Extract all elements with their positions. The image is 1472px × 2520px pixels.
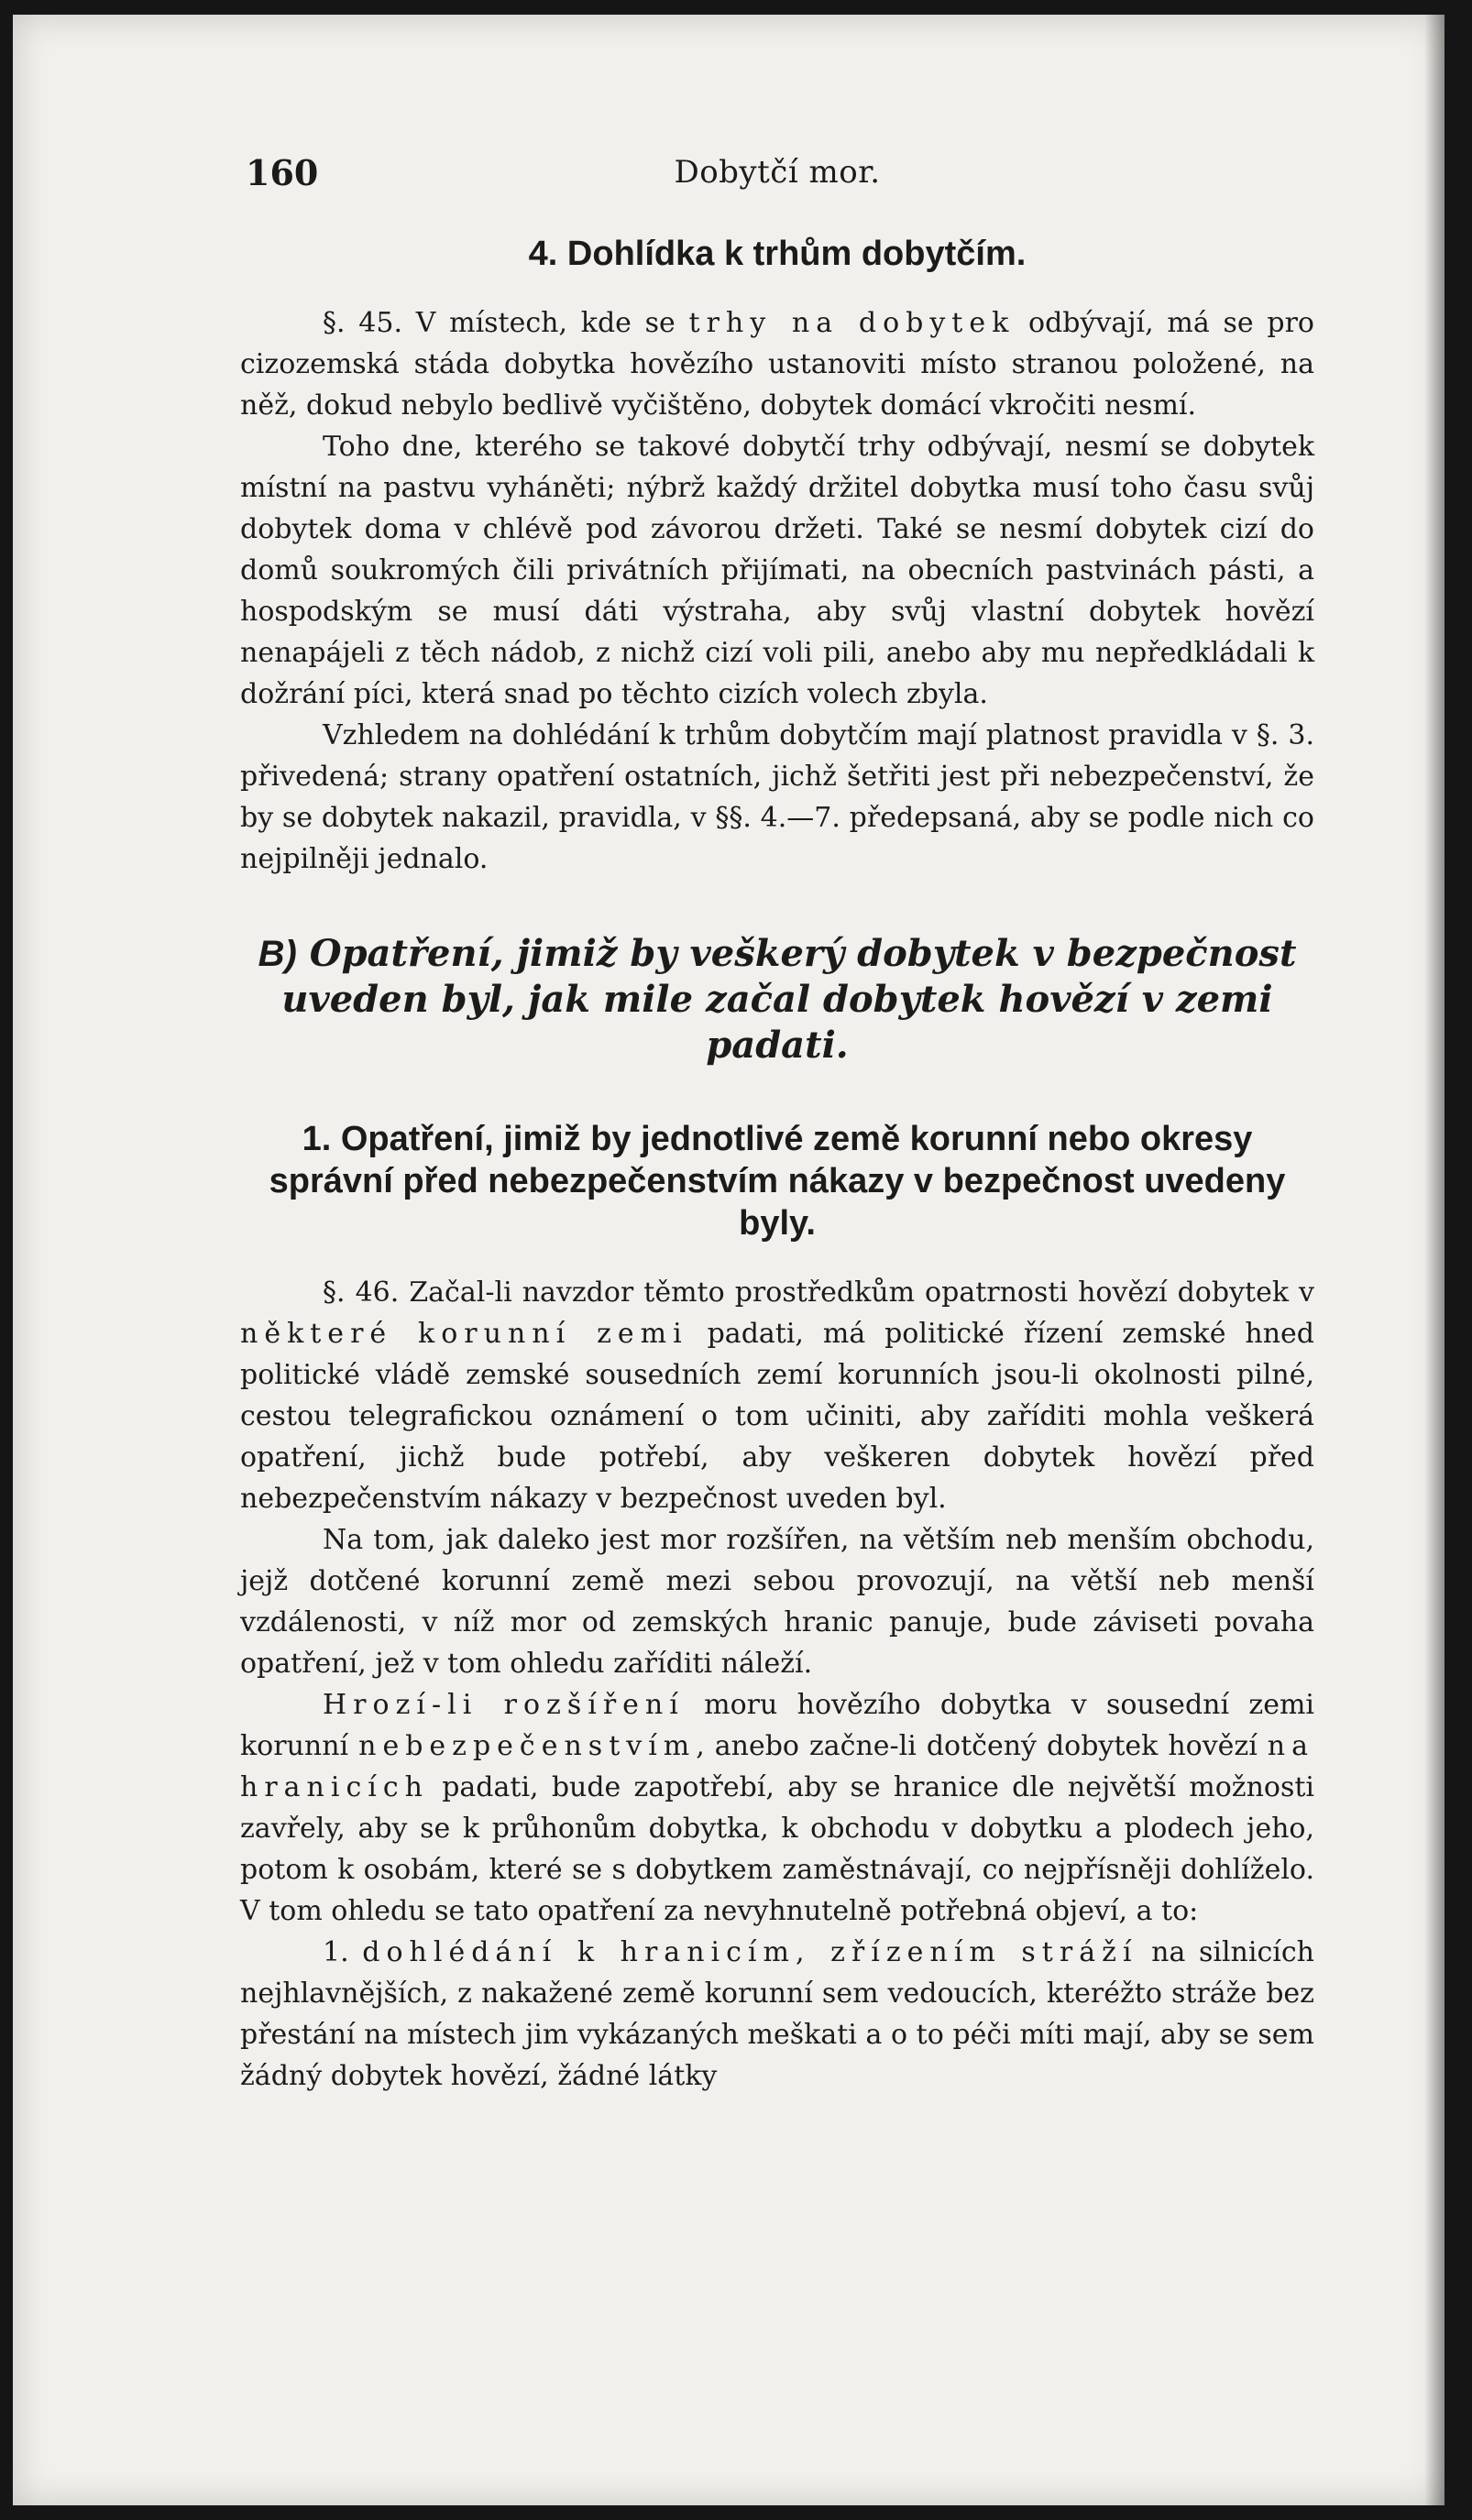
paragraph-s46-4 [240, 1932, 1314, 2097]
page-number: 160 [246, 152, 319, 193]
text-run: odbývají, má se pro cizozemská stáda dobytka hovězího ustanoviti místo stranou položené, na něž, dokud nebylo bedlivě vyčištěno, dobytek domácí vkročiti nesmí. [240, 307, 1314, 422]
spaced-emphasis: některé korunní zemi [240, 1318, 688, 1350]
subsection-heading-1: 1. Opatření, jimiž by jednotlivé země korunní nebo okresy správní před nebezpečenstvím nákazy v bezpečnost uvedeny byly. [269, 1120, 1286, 1243]
page-text-block [240, 152, 1314, 2097]
text-run: , anebo začne-li dotčený dobytek hovězí [696, 1730, 1268, 1762]
paragraph-s45-3: Vzhledem na dohlédání k trhům dobytčím mají platnost pravidla v §. 3. přivedená; strany opatření ostatních, jichž šetřiti jest při nebezpečenství, že by se dobytek nakazil, pravidla, v §§. 4.—7. předepsaná, aby se podle nich co nejpilněji jednalo. [240, 719, 1314, 875]
spaced-emphasis: na hranicích [240, 1730, 1314, 1803]
section-letter: B) [258, 934, 297, 974]
section-heading-4: 4. Dohlídka k trhům dobytčím. [528, 235, 1027, 273]
running-title: Dobytčí mor. [674, 154, 881, 191]
spaced-emphasis: dohlédání k hranicím, zřízením stráží [362, 1936, 1138, 1968]
scanned-page [13, 15, 1445, 2505]
paragraph-s46-1 [240, 1272, 1314, 1519]
page-edge-shadow [1424, 15, 1445, 2505]
text-run: §. 46. Začal-li navzdor těmto prostředkům opatrnosti hovězí dobytek v [323, 1276, 1314, 1309]
spaced-emphasis: trhy na dobytek [688, 307, 1016, 339]
page-header [240, 152, 1314, 207]
text-run: padati, bude zapotřebí, aby se hranice dle největší možnosti zavřely, aby se k průhonům dobytka, k obchodu v dobytku a plodech jeho, potom k osobám, které se s dobytkem zaměstnávají, co nejpřísněji dohlíželo. V tom ohledu se tato opatření za nevyhnutelně potřebná objeví, a to: [240, 1771, 1314, 1927]
paragraph-s46-3 [240, 1684, 1314, 1932]
section-heading-B [240, 931, 1314, 1068]
text-run: padati, má politické řízení zemské hned politické vládě zemské sousedních zemí korunních jsou-li okolnosti pilné, cestou telegrafickou oznámení o tom učiniti, aby zaříditi mohla veškerá opatření, jichž bude potřebí, aby veškeren dobytek hovězí před nebezpečenstvím nákazy v bezpečnost uveden byl. [240, 1318, 1314, 1515]
paragraph-s45-1 [240, 302, 1314, 426]
text-run: moru hovězího dobytka v sousední zemi korunní [240, 1689, 1314, 1762]
text-run: §. 45. V místech, kde se [323, 307, 689, 339]
paragraph-s45-2: Toho dne, kterého se takové dobytčí trhy odbývají, nesmí se dobytek místní na pastvu vyháněti; nýbrž každý držitel dobytka musí toho času svůj dobytek doma v chlévě pod závorou držeti. Také se nesmí dobytek cizí do domů soukromých čili privátních přijímati, na obecních pastvinách pásti, a hospodským se musí dáti výstraha, aby svůj vlastní dobytek hovězí nenapájeli z těch nádob, z nichž cizí voli pili, anebo aby mu nepředkládali k dožrání píci, která snad po těchto cizích volech zbyla. [240, 431, 1314, 710]
paragraph-s46-2: Na tom, jak daleko jest mor rozšířen, na větším neb menším obchodu, jejž dotčené korunní země mezi sebou provozují, na větší neb menší vzdálenosti, v níž mor od zemských hranic panuje, bude záviseti povaha opatření, jež v tom ohledu zaříditi náleží. [240, 1524, 1314, 1680]
section-title: Opatření, jimiž by veškerý dobytek v bezpečnost uveden byl, jak mile začal dobytek hovězí v zemi padati. [281, 932, 1297, 1067]
spaced-emphasis: nebezpečenstvím [358, 1730, 697, 1762]
list-number: 1. [323, 1936, 363, 1968]
spaced-emphasis: Hrozí-li rozšíření [323, 1689, 685, 1721]
text-run: na silnicích nejhlavnějších, z nakažené země korunní sem vedoucích, kteréžto stráže bez přestání na místech jim vykázaných meškati a o to péči míti mají, aby se sem žádný dobytek hovězí, žádné látky [240, 1936, 1314, 2092]
